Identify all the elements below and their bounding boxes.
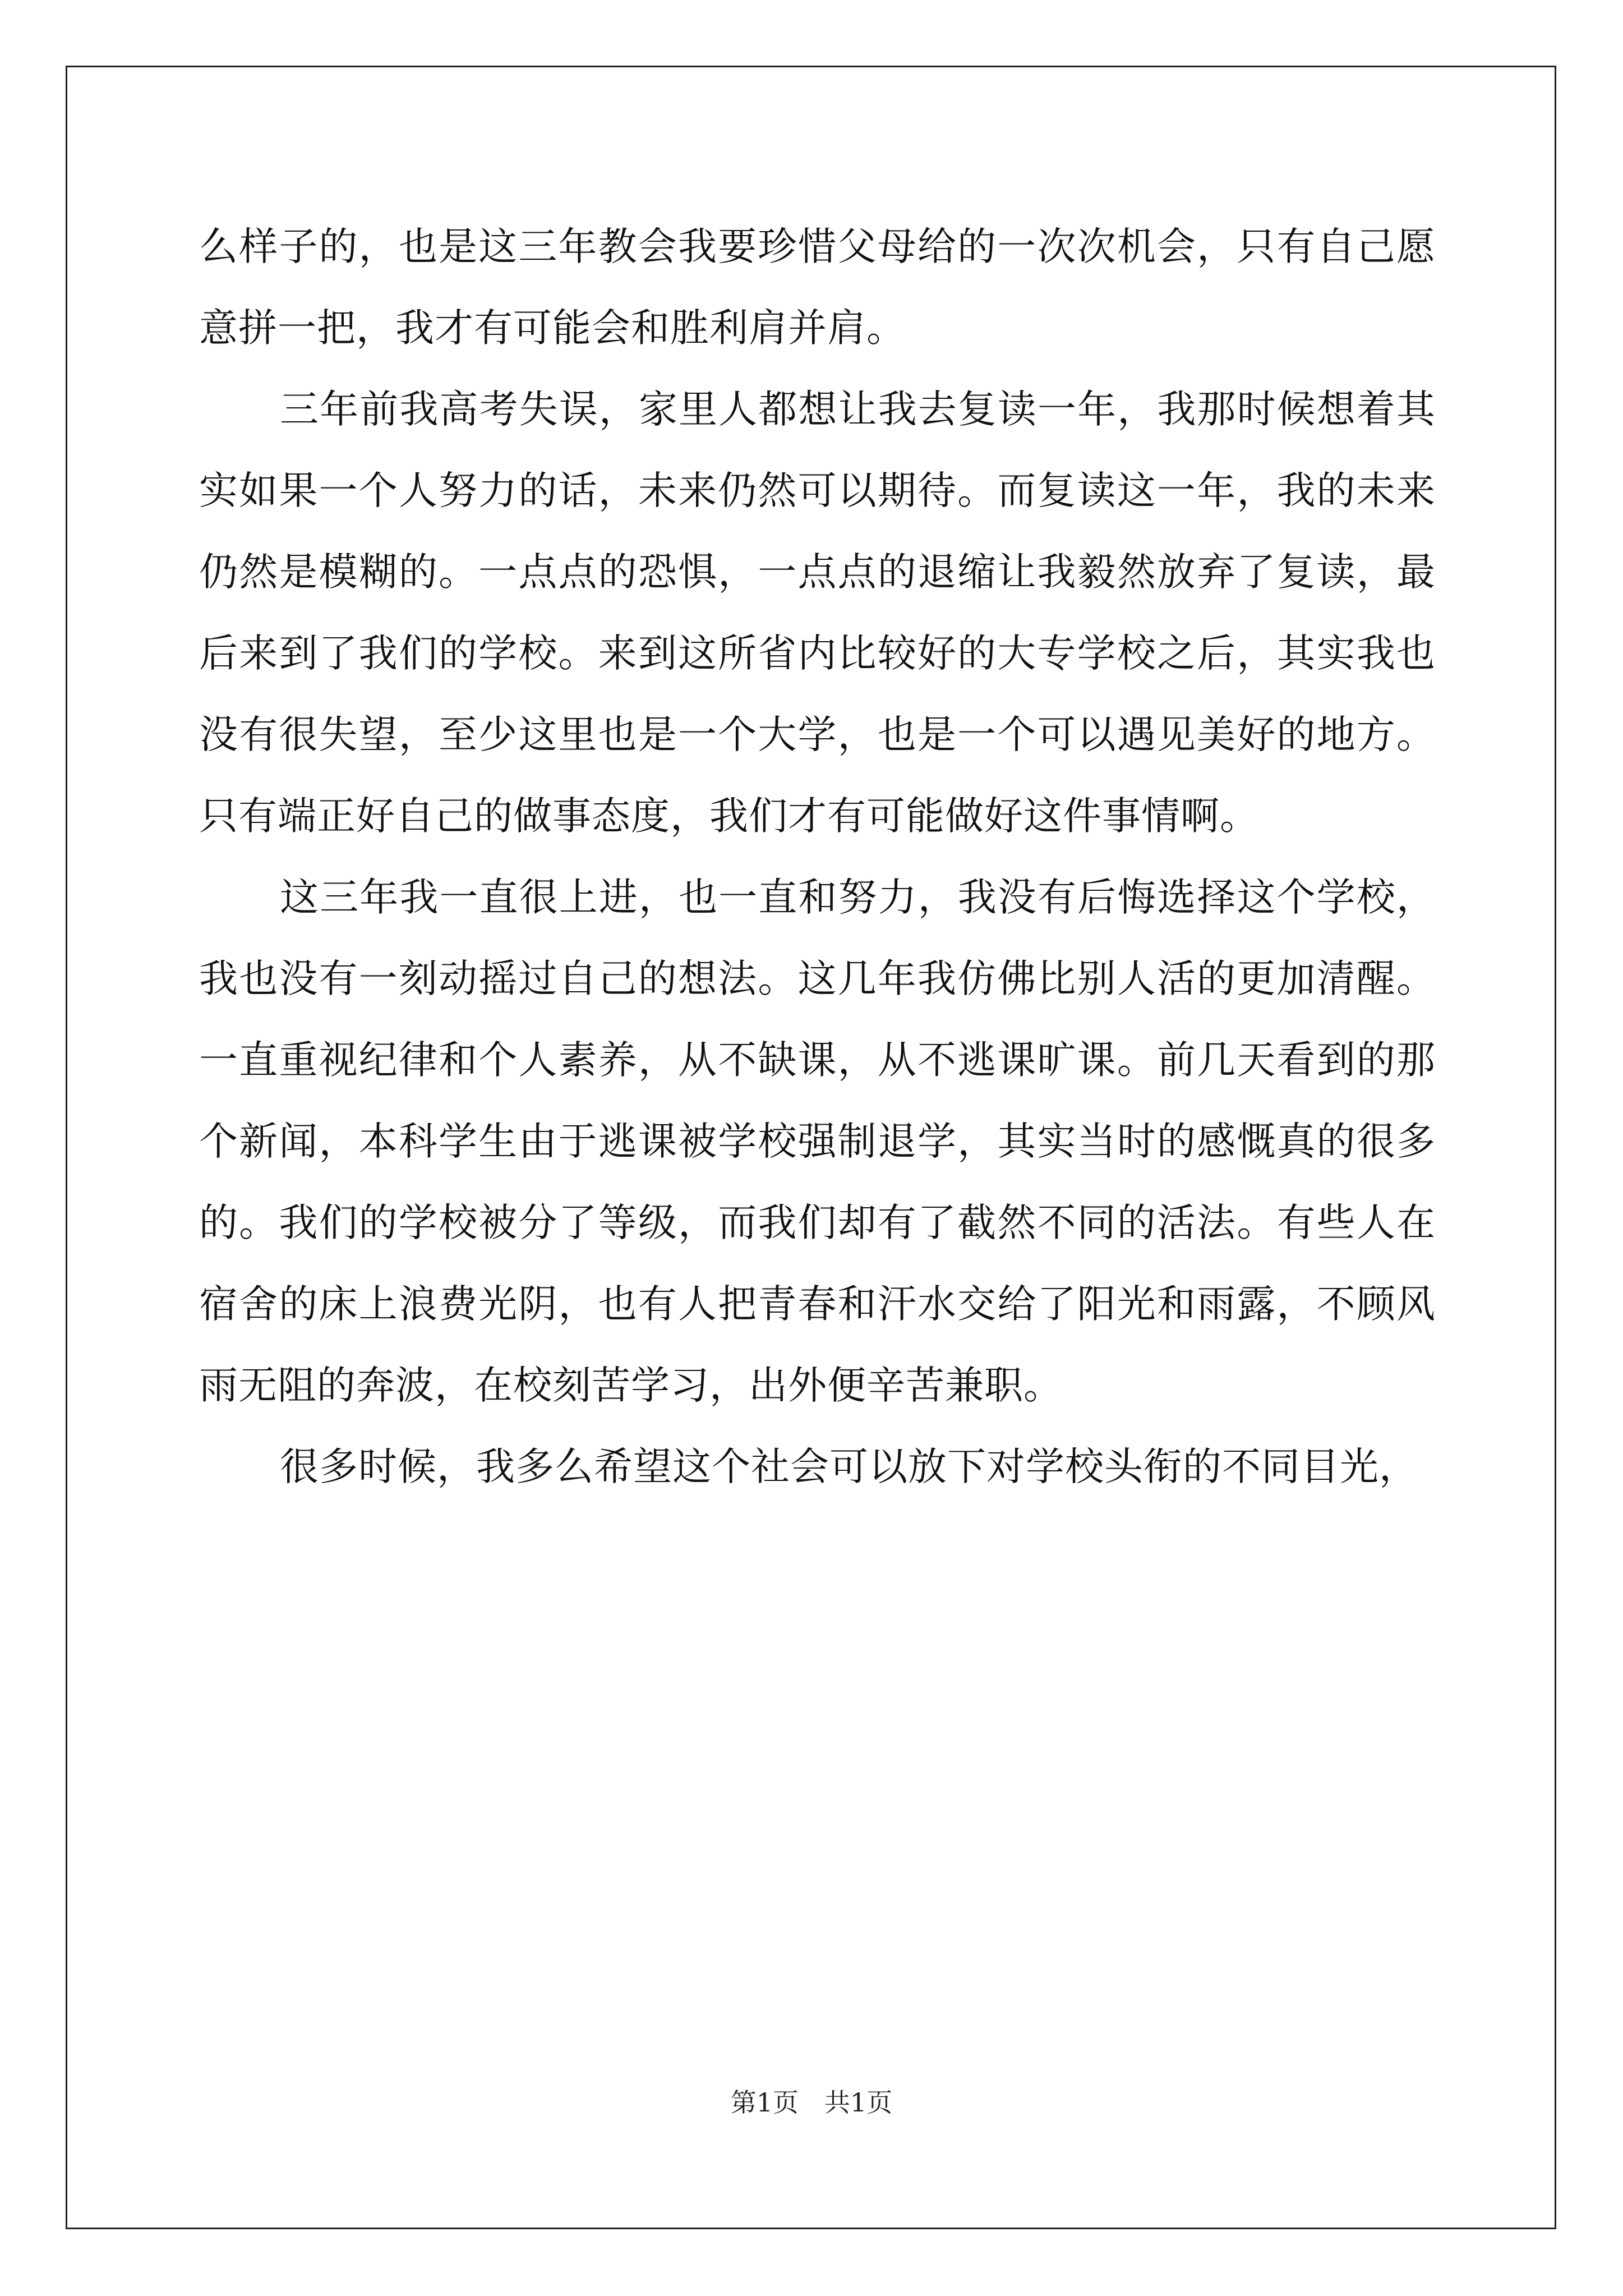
paragraph-3: 这三年我一直很上进，也一直和努力，我没有后悔选择这个学校，我也没有一刻动摇过自己的想法。这几年我仿佛比别人活的更加清醒。一直重视纪律和个人素养，从不缺课，从不逃课旷课。前几天看到的那个新闻，本科学生由于逃课被学校强制退学，其实当时的感慨真的很多的。我们的学校被分了等级，而我们却有了截然不同的活法。有些人在宿舍的床上浪费光阴，也有人把青春和汗水交给了阳光和雨露，不顾风雨无阻的奔波，在校刻苦学习，出外便辛苦兼职。 — [199, 875, 1436, 1408]
page-footer — [0, 2082, 1623, 2119]
paragraph-1: 么样子的，也是这三年教会我要珍惜父母给的一次次机会，只有自己愿意拼一把，我才有可能会和胜利肩并肩。 — [199, 224, 1436, 351]
document-body — [199, 206, 1436, 1508]
page-total: 共1页 — [824, 2087, 893, 2118]
paragraph-4: 很多时候，我多么希望这个社会可以放下对学校头衔的不同目光， — [280, 1444, 1418, 1489]
page-number: 第1页 — [730, 2087, 799, 2118]
paragraph-2: 三年前我高考失误，家里人都想让我去复读一年，我那时候想着其实如果一个人努力的话，未来仍然可以期待。而复读这一年，我的未来仍然是模糊的。一点点的恐惧，一点点的退缩让我毅然放弃了复读，最后来到了我们的学校。来到这所省内比较好的大专学校之后，其实我也没有很失望，至少这里也是一个大学，也是一个可以遇见美好的地方。只有端正好自己的做事态度，我们才有可能做好这件事情啊。 — [199, 387, 1436, 839]
